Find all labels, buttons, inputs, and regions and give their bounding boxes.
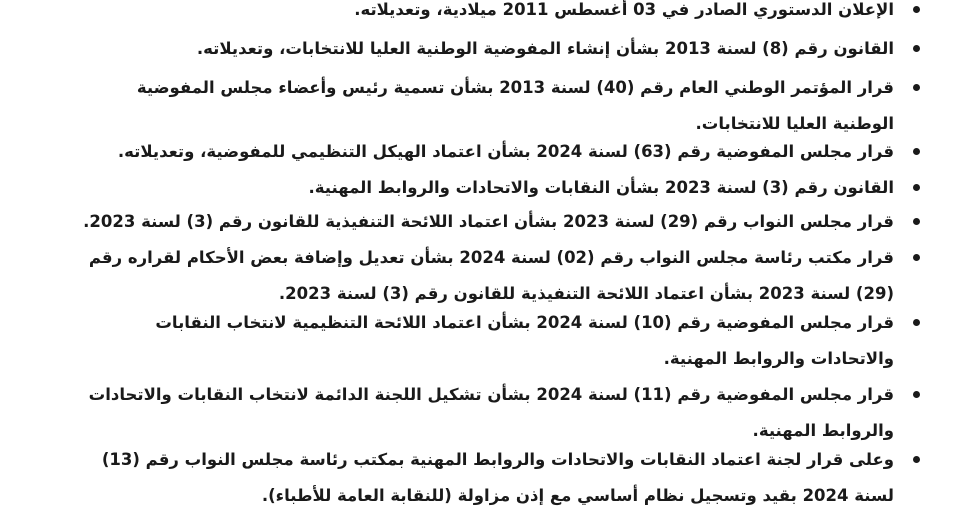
bullet-icon (913, 148, 920, 155)
list-item (70, 170, 920, 206)
bullet-icon (913, 456, 920, 463)
bullet-icon (913, 254, 920, 261)
list-item-text: قرار مكتب رئاسة مجلس النواب رقم (02) لسنة 2024 بشأن تعديل وإضافة بعض الأحكام لقراره رقم (29) لسنة 2023 بشأن اعتماد اللائحة التنفيذية للقانون رقم (3) لسنة 2023. (88, 248, 894, 303)
list-item (70, 442, 920, 514)
list-item (70, 31, 920, 67)
list-item (70, 134, 920, 170)
list-item (70, 305, 920, 377)
bullet-icon (913, 6, 920, 13)
list-item-text: القانون رقم (8) لسنة 2013 بشأن إنشاء المفوضية الوطنية العليا للانتخابات، وتعديلاته. (196, 39, 894, 58)
list-item-text: قرار مجلس النواب رقم (29) لسنة 2023 بشأن اعتماد اللائحة التنفيذية للقانون رقم (3) لسنة 2023. (83, 212, 894, 231)
list-item-text: قرار مجلس المفوضية رقم (63) لسنة 2024 بشأن اعتماد الهيكل التنظيمي للمفوضية، وتعديلاته. (117, 142, 894, 161)
bullet-icon (913, 319, 920, 326)
list-item-text: الإعلان الدستوري الصادر في 03 أغسطس 2011 ميلادية، وتعديلاته. (354, 0, 894, 19)
list-item (70, 377, 920, 449)
bullet-icon (913, 45, 920, 52)
list-item-text: قرار المؤتمر الوطني العام رقم (40) لسنة 2013 بشأن تسمية رئيس وأعضاء مجلس المفوضية الوطنية العليا للانتخابات. (136, 78, 894, 133)
list-item-text: القانون رقم (3) لسنة 2023 بشأن النقابات والاتحادات والروابط المهنية. (308, 178, 894, 197)
list-item (70, 0, 920, 28)
bullet-icon (913, 84, 920, 91)
bullet-icon (913, 184, 920, 191)
bullet-icon (913, 218, 920, 225)
list-item (70, 240, 920, 312)
list-item (70, 204, 920, 240)
list-item (70, 70, 920, 142)
list-item-text: قرار مجلس المفوضية رقم (11) لسنة 2024 بشأن تشكيل اللجنة الدائمة لانتخاب النقابات والاتحادات والروابط المهنية. (88, 385, 894, 440)
bullet-icon (913, 391, 920, 398)
list-item-text: قرار مجلس المفوضية رقم (10) لسنة 2024 بشأن اعتماد اللائحة التنظيمية لانتخاب النقابات والاتحادات والروابط المهنية. (155, 313, 894, 368)
list-item-text: وعلى قرار لجنة اعتماد النقابات والاتحادات والروابط المهنية بمكتب رئاسة مجلس النواب رقم (13) لسنة 2024 بقيد وتسجيل نظام أساسي مع إذن مزاولة (للنقابة العامة للأطباء). (101, 450, 894, 505)
